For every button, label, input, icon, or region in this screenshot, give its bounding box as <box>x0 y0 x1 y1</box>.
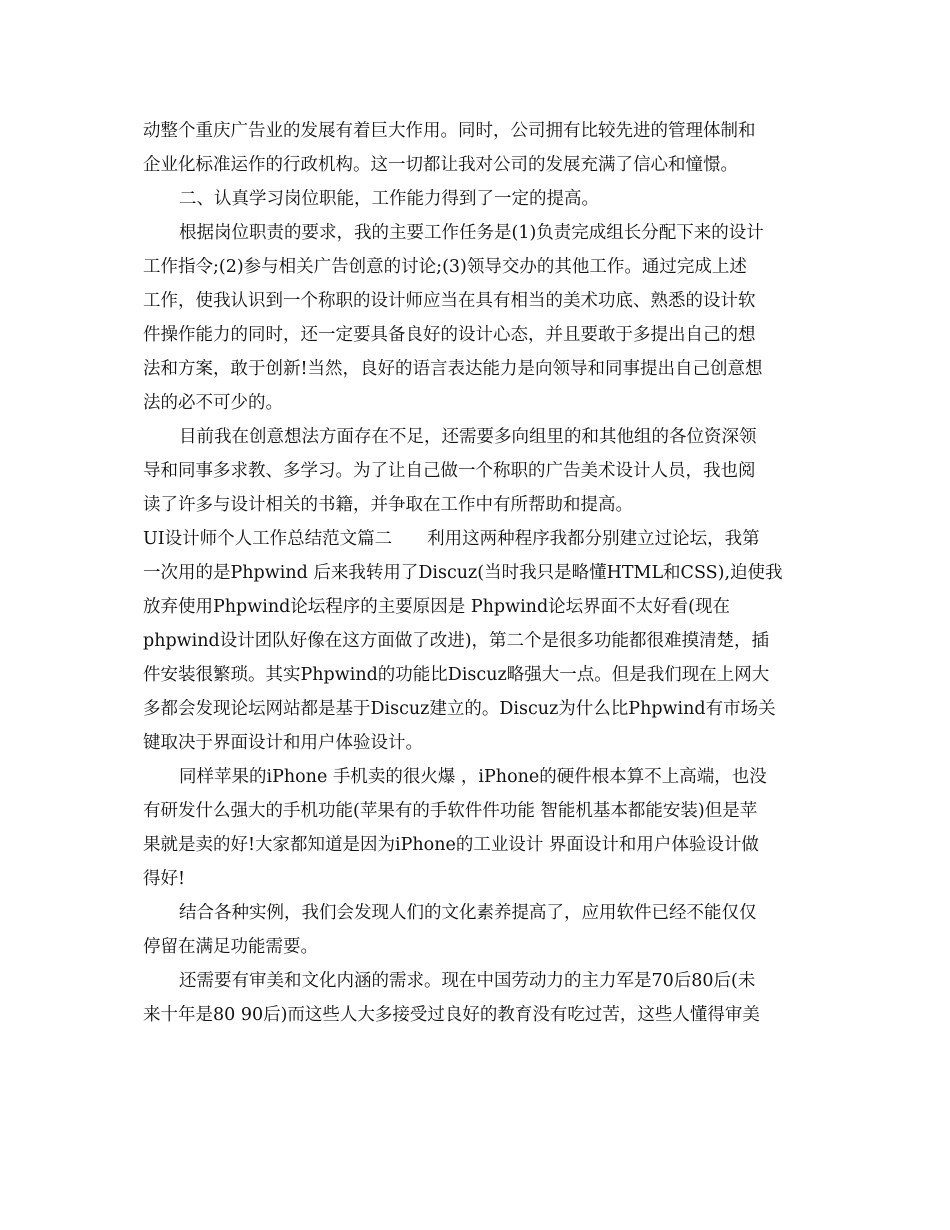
text-line: 来十年是80 90后)而这些人大多接受过良好的教育没有吃过苦，这些人懂得审美 <box>143 1005 760 1025</box>
text-line: 件安装很繁琐。其实Phpwind的功能比Discuz略强大一点。但是我们现在上网大 <box>143 665 770 685</box>
text-line: 工作指令;(2)参与相关广告创意的讨论;(3)领导交办的其他工作。通过完成上述 <box>143 257 747 277</box>
text-line: phpwind设计团队好像在这方面做了改进)，第二个是很多功能都很难摸清楚，插 <box>143 631 770 651</box>
text-line: 果就是卖的好!大家都知道是因为iPhone的工业设计 界面设计和用户体验设计做 <box>143 835 759 855</box>
text-line: 法和方案，敢于创新!当然，良好的语言表达能力是向领导和同事提出自己创意想 <box>143 359 763 379</box>
text-line: 多都会发现论坛网站都是基于Discuz建立的。Discuz为什么比Phpwind有市场关 <box>143 699 776 719</box>
text-line: 停留在满足功能需要。 <box>143 937 318 957</box>
text-line: 读了许多与设计相关的书籍，并争取在工作中有所帮助和提高。 <box>143 495 633 515</box>
text-line: 动整个重庆广告业的发展有着巨大作用。同时，公司拥有比较先进的管理体制和 <box>143 121 756 141</box>
text-line: 还需要有审美和文化内涵的需求。现在中国劳动力的主力军是70后80后(未 <box>179 971 756 991</box>
text-line: 企业化标准运作的行政机构。这一切都让我对公司的发展充满了信心和憧憬。 <box>143 155 738 175</box>
text-line: 件操作能力的同时，还一定要具备良好的设计心态，并且要敢于多提出自己的想 <box>143 325 756 345</box>
text-line: 目前我在创意想法方面存在不足，还需要多向组里的和其他组的各位资深领 <box>179 427 757 447</box>
document-body <box>143 114 807 1032</box>
text-line: 导和同事多求教、多学习。为了让自己做一个称职的广告美术设计人员，我也阅 <box>143 461 756 481</box>
text-line: 法的必不可少的。 <box>143 393 283 413</box>
text-line: 一次用的是Phpwind 后来我转用了Discuz(当时我只是略懂HTML和CSS),迫使我 <box>143 563 783 583</box>
text-line: 有研发什么强大的手机功能(苹果有的手软件件功能 智能机基本都能安装)但是苹 <box>143 801 758 821</box>
text-line: 根据岗位职责的要求，我的主要工作任务是(1)负责完成组长分配下来的设计 <box>179 223 764 243</box>
text-line: 工作，使我认识到一个称职的设计师应当在具有相当的美术功底、熟悉的设计软 <box>143 291 756 311</box>
text-line: 得好! <box>143 869 186 889</box>
text-line: 同样苹果的iPhone 手机卖的很火爆 ，iPhone的硬件根本算不上高端，也没 <box>179 767 767 787</box>
text-line: UI设计师个人工作总结范文篇二 利用这两种程序我都分别建立过论坛，我第 <box>143 529 760 549</box>
text-line: 放弃使用Phpwind论坛程序的主要原因是 Phpwind论坛界面不太好看(现在 <box>143 597 730 617</box>
text-line: 键取决于界面设计和用户体验设计。 <box>143 733 423 753</box>
text-line: 二、认真学习岗位职能，工作能力得到了一定的提高。 <box>179 189 599 209</box>
text-line: 结合各种实例，我们会发现人们的文化素养提高了，应用软件已经不能仅仅 <box>179 903 757 923</box>
